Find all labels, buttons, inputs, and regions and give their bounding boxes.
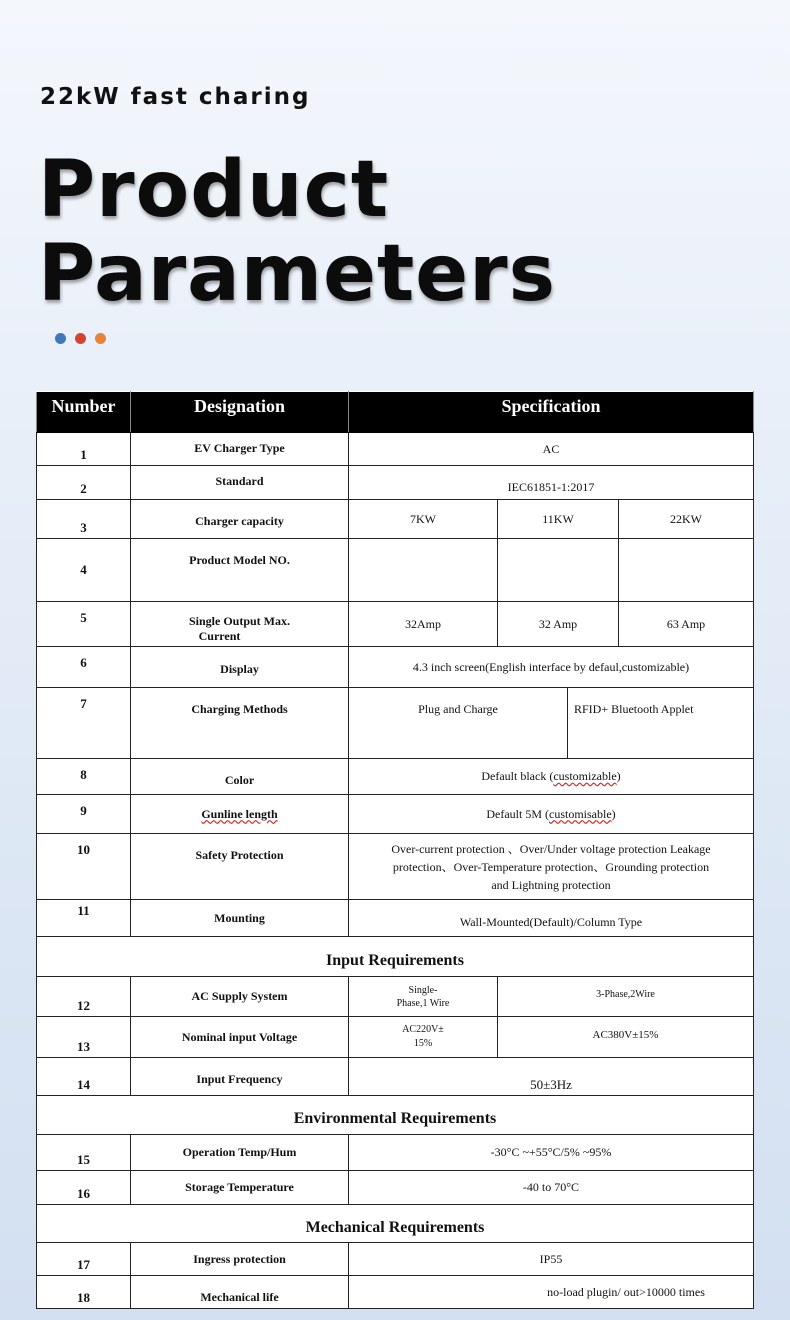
table-row <box>37 466 754 500</box>
spec-line: AC220V± <box>402 1024 444 1035</box>
model-cell-2 <box>498 539 619 602</box>
row-spec: IP55 <box>349 1243 754 1276</box>
row-spec: 50±3Hz <box>349 1058 754 1096</box>
row-spec <box>349 759 754 795</box>
section-mechanical-requirements: Mechanical Requirements <box>37 1205 754 1243</box>
section-input-requirements: Input Requirements <box>37 937 754 977</box>
spec-line: Over-current protection 、Over/Under voltage protection Leakage <box>391 841 711 856</box>
table-row <box>37 1243 754 1276</box>
supply-three-phase: 3-Phase,2Wire <box>498 977 754 1017</box>
orange-dot <box>95 333 106 344</box>
designation-text: Gunline length <box>201 806 278 821</box>
row-spec <box>349 834 754 900</box>
spec-text: Default black ( <box>481 769 554 783</box>
row-spec: Wall-Mounted(Default)/Column Type <box>349 900 754 937</box>
row-number: 6 <box>37 647 131 688</box>
table-row <box>37 1276 754 1309</box>
table-row <box>37 647 754 688</box>
row-designation: Charging Methods <box>131 688 349 759</box>
table-row <box>37 759 754 795</box>
row-number: 2 <box>37 466 131 500</box>
capacity-7kw: 7KW <box>349 500 498 539</box>
row-designation: Operation Temp/Hum <box>131 1135 349 1171</box>
row-designation: Mounting <box>131 900 349 937</box>
row-number: 14 <box>37 1058 131 1096</box>
spec-line: protection、Over-Temperature protection、Grounding protection <box>392 859 710 874</box>
spec-line: Phase,1 Wire <box>396 997 450 1009</box>
voltage-three-phase: AC380V±15% <box>498 1017 754 1058</box>
row-number: 13 <box>37 1017 131 1058</box>
table-row <box>37 500 754 539</box>
row-number: 4 <box>37 539 131 602</box>
row-designation: Product Model NO. <box>131 539 349 602</box>
row-spec <box>349 795 754 834</box>
title-line-2: Parameters <box>38 229 557 319</box>
row-number: 10 <box>37 834 131 900</box>
capacity-22kw: 22KW <box>619 500 754 539</box>
row-designation: Ingress protection <box>131 1243 349 1276</box>
row-designation: Safety Protection <box>131 834 349 900</box>
row-designation: Input Frequency <box>131 1058 349 1096</box>
spec-text: ) <box>611 806 616 821</box>
decorative-dots <box>55 333 106 344</box>
spec-line: and Lightning protection <box>491 877 611 892</box>
row-spec: 4.3 inch screen(English interface by defaul,customizable) <box>349 647 754 688</box>
capacity-11kw: 11KW <box>498 500 619 539</box>
row-designation: Nominal input Voltage <box>131 1017 349 1058</box>
voltage-single-phase <box>349 1017 498 1058</box>
parameters-table <box>36 391 753 1309</box>
current-22kw: 63 Amp <box>619 602 754 647</box>
row-designation <box>131 602 349 647</box>
table-row <box>37 1135 754 1171</box>
row-spec: -30°C ~+55°C/5% ~95% <box>349 1135 754 1171</box>
row-designation: Display <box>131 647 349 688</box>
row-number: 9 <box>37 795 131 834</box>
row-designation: EV Charger Type <box>131 433 349 466</box>
current-7kw: 32Amp <box>349 602 498 647</box>
table-row <box>37 1171 754 1205</box>
spec-text: customizable <box>553 769 617 783</box>
row-number: 8 <box>37 759 131 795</box>
spec-text: customisable <box>549 806 612 821</box>
row-designation: Charger capacity <box>131 500 349 539</box>
supply-single-phase <box>349 977 498 1017</box>
header-number: Number <box>37 392 131 433</box>
blue-dot <box>55 333 66 344</box>
section-row <box>37 937 754 977</box>
row-spec: IEC61851-1:2017 <box>349 466 754 500</box>
table-row <box>37 795 754 834</box>
table-row <box>37 602 754 647</box>
table-header-row <box>37 392 754 433</box>
table-row <box>37 834 754 900</box>
row-number: 5 <box>37 602 131 647</box>
section-environmental-requirements: Environmental Requirements <box>37 1096 754 1135</box>
row-spec: -40 to 70°C <box>349 1171 754 1205</box>
row-designation: Color <box>131 759 349 795</box>
header-designation: Designation <box>131 392 349 433</box>
table-row <box>37 1058 754 1096</box>
header-specification: Specification <box>349 392 754 433</box>
table-row <box>37 539 754 602</box>
spec-line: Single- <box>408 984 438 996</box>
row-number: 11 <box>37 900 131 937</box>
row-number: 3 <box>37 500 131 539</box>
row-designation: Standard <box>131 466 349 500</box>
row-number: 15 <box>37 1135 131 1171</box>
current-11kw: 32 Amp <box>498 602 619 647</box>
table-row <box>37 1017 754 1058</box>
section-row <box>37 1205 754 1243</box>
row-spec: no-load plugin/ out>10000 times <box>349 1276 754 1309</box>
red-dot <box>75 333 86 344</box>
row-number: 1 <box>37 433 131 466</box>
method-plug: Plug and Charge <box>349 688 568 759</box>
row-designation <box>131 795 349 834</box>
page-title <box>38 145 557 319</box>
designation-line: Single Output Max. <box>188 614 290 628</box>
table-row <box>37 977 754 1017</box>
section-row <box>37 1096 754 1135</box>
row-number: 18 <box>37 1276 131 1309</box>
page-subtitle: 22kW fast charing <box>40 84 311 110</box>
model-cell-1 <box>349 539 498 602</box>
spec-line: 15% <box>413 1038 433 1049</box>
row-designation: AC Supply System <box>131 977 349 1017</box>
designation-line: Current <box>198 629 241 643</box>
table-row <box>37 900 754 937</box>
spec-text: Default 5M ( <box>486 806 549 821</box>
row-number: 12 <box>37 977 131 1017</box>
row-designation: Mechanical life <box>131 1276 349 1309</box>
model-cell-3 <box>619 539 754 602</box>
spec-text: ) <box>616 769 621 783</box>
title-line-1: Product <box>38 145 390 235</box>
row-number: 17 <box>37 1243 131 1276</box>
row-number: 7 <box>37 688 131 759</box>
method-rfid: RFID+ Bluetooth Applet <box>568 688 754 759</box>
table-row <box>37 433 754 466</box>
row-spec: AC <box>349 433 754 466</box>
row-designation: Storage Temperature <box>131 1171 349 1205</box>
row-number: 16 <box>37 1171 131 1205</box>
table-row <box>37 688 754 759</box>
